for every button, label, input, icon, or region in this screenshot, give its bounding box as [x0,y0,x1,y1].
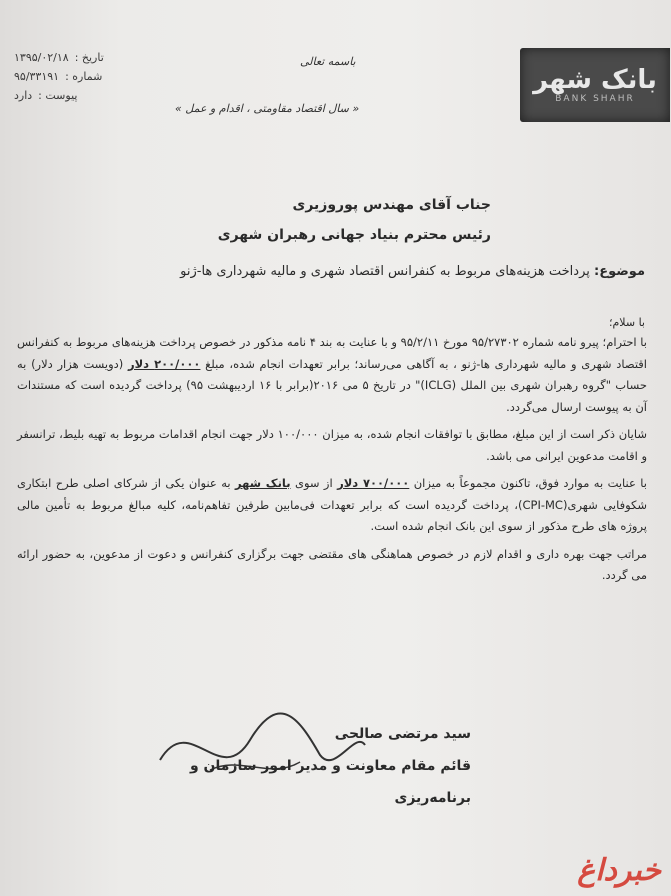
recipient-title: رئیس محترم بنیاد جهانی رهبران شهری [217,227,491,243]
paragraph-4: مراتب جهت بهره داری و اقدام لازم در خصوص هماهنگی های مقتضی جهت برگزاری کنفرانس و دعوت از مدعوین، به حضور ارائه می گردد. [17,546,647,582]
watermark-logo: خبرداغ [577,853,661,888]
basmala: باسمه تعالی [300,55,356,68]
letter-meta [14,48,144,105]
date-label: تاریخ : [74,51,104,64]
attachment-label: پیوست : [38,89,78,102]
recipient-name: جناب آقای مهندس پوروزیری [292,197,491,213]
logo-subtitle: BANK SHAHR [555,94,635,104]
recipient-block [91,190,491,250]
letter-body [17,332,647,593]
subject-line [25,262,645,282]
salutation: با سلام؛ [609,316,645,329]
paragraph-1: با احترام؛ پیرو نامه شماره ۹۵/۲۷۳۰۲ مورخ ۹۵/۲/۱۱ و با عنایت به بند ۴ نامه مذکور در خصوص پرداخت هزینه‌های مربوط به کنفرانس اقتصاد شهری و مالیه شهرداری ها-ژنو ، به آگاهی می‌رساند؛ برابر تعهدات انجام شده، مبلغ ۲۰۰/۰۰۰ دلار (دویست هزار دلار) به حساب "گروه رهبران شهری بین الملل (ICLG)" در تاریخ ۵ می ۲۰۱۶(برابر با ۱۶ اردیبهشت ۹۵) پرداخت گردیده است که مستندات آن به پیوست ارسال می‌گردد. [17,335,648,414]
logo-title: بانک شهر [533,65,657,95]
number-label: شماره : [65,70,103,83]
year-slogan: « سال اقتصاد مقاومتی ، اقدام و عمل » [175,102,360,115]
signer-title: قائم مقام معاونت و مدیر امور سازمان و برنامه‌ریزی [189,758,471,806]
subject-label: موضوع: [594,264,645,279]
amount-700k: ۷۰۰/۰۰۰ دلار [337,476,410,490]
paragraph-3: با عنایت به موارد فوق، تاکنون مجموعاً به میزان ۷۰۰/۰۰۰ دلار از سوی بانک شهر به عنوان یکی از شرکای اصلی طرح ابتکاری شکوفایی شهری(CPI-MC)، پرداخت گردیده است که برابر تعهدات فی‌مابین طرفین تفاهم‌نامه، کلیه مبالغ مربوط به تأمین مالی پروژه های طرح مذکور از سوی این بانک انجام شده است. [17,476,648,533]
signer-name: سید مرتضی صالحی [334,726,471,742]
bank-name: بانک شهر [234,476,291,490]
number-value: ۹۵/۳۳۱۹۱ [14,70,60,83]
attachment-value: دارد [14,89,33,102]
amount-200k: ۲۰۰/۰۰۰ دلار [127,356,201,371]
subject-text: پرداخت هزینه‌های مربوط به کنفرانس اقتصاد شهری و مالیه شهرداری ها-ژنو [180,264,594,279]
signature-block [111,718,471,814]
paragraph-2: شایان ذکر است از این مبلغ، مطابق با توافقات انجام شده، به میزان ۱۰۰/۰۰۰ دلار جهت انجام اقدامات مربوط به تهیه بلیط، ترانسفر و اقامت مدعوین ایرانی می باشد. [17,427,647,463]
bank-logo [520,48,670,122]
date-value: ۱۳۹۵/۰۲/۱۸ [14,51,69,64]
